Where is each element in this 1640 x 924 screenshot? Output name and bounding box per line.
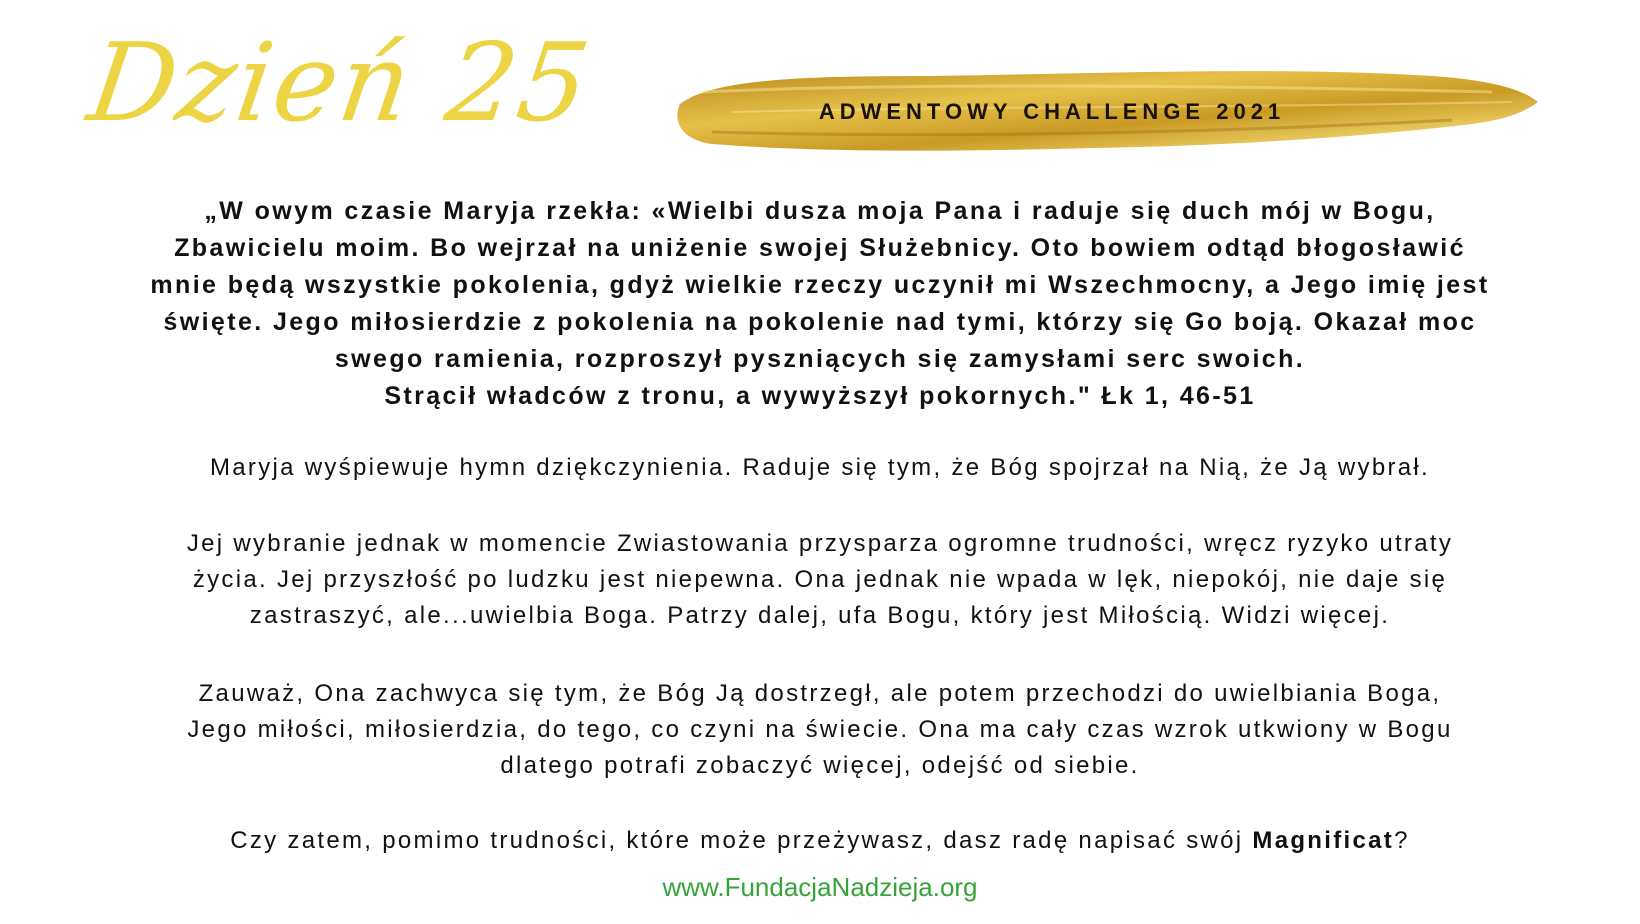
paragraph-line: zastraszyć, ale...uwielbia Boga. Patrzy dalej, ufa Bogu, który jest Miłością. Widzi więcej. xyxy=(249,602,1391,629)
paragraph-line xyxy=(40,823,1600,859)
question-mark: ? xyxy=(1394,827,1410,854)
quote-line: Strącił władców z tronu, a wywyższył pokornych." Łk 1, 46-51 xyxy=(384,382,1256,410)
quote-line: mnie będą wszystkie pokolenia, gdyż wielkie rzeczy uczynił mi Wszechmocny, a Jego imię jest xyxy=(150,271,1490,299)
paragraph-line: Zauważ, Ona zachwyca się tym, że Bóg Ją dostrzegł, ale potem przechodzi do uwielbiania Boga, xyxy=(198,680,1442,707)
question-text: Czy zatem, pomimo trudności, które może przeżywasz, dasz radę napisać swój xyxy=(230,827,1253,854)
paragraph-line: Jego miłości, miłosierdzia, do tego, co czyni na świecie. Ona ma cały czas wzrok utkwiony w Bogu xyxy=(187,716,1453,743)
day-title: Dzień 25 xyxy=(81,21,599,146)
paragraph-annunciation xyxy=(40,526,1600,634)
footer-website-link[interactable]: www.FundacjaNadzieja.org xyxy=(662,872,978,902)
quote-line: Zbawicielu moim. Bo wejrzał na uniżenie swojej Służebnicy. Oto bowiem odtąd błogosławić xyxy=(174,234,1466,262)
magnificat-emphasis: Magnificat xyxy=(1252,827,1395,854)
paragraph-line: dlatego potrafi zobaczyć więcej, odejść od siebie. xyxy=(500,752,1140,779)
paragraph-question xyxy=(40,823,1600,859)
challenge-badge: ADWENTOWY CHALLENGE 2021 xyxy=(818,99,1286,124)
scripture-quote xyxy=(40,193,1600,415)
paragraph-reflection xyxy=(40,676,1600,784)
quote-line: swego ramienia, rozproszył pyszniących się zamysłami serc swoich. xyxy=(334,345,1306,373)
paragraph-line: Maryja wyśpiewuje hymn dziękczynienia. Raduje się tym, że Bóg spojrzał na Nią, że Ją wybrał. xyxy=(209,454,1431,481)
paragraph-hymn xyxy=(40,450,1600,486)
paragraph-line: życia. Jej przyszłość po ludzku jest niepewna. Ona jednak nie wpada w lęk, niepokój, nie daje się xyxy=(192,566,1448,593)
quote-line: „W owym czasie Maryja rzekła: «Wielbi dusza moja Pana i raduje się duch mój w Bogu, xyxy=(204,197,1436,225)
paragraph-line: Jej wybranie jednak w momencie Zwiastowania przysparza ogromne trudności, wręcz ryzyko utraty xyxy=(186,530,1454,557)
quote-line: święte. Jego miłosierdzie z pokolenia na pokolenie nad tymi, którzy się Go boją. Okazał moc xyxy=(163,308,1477,336)
